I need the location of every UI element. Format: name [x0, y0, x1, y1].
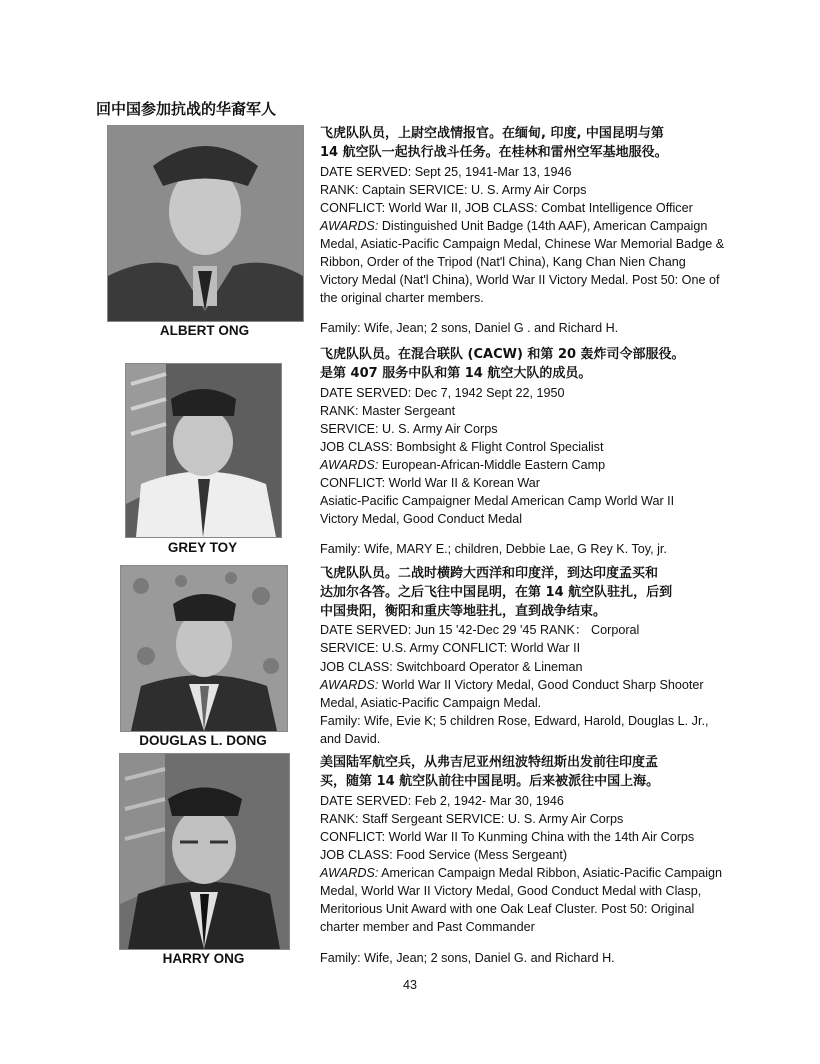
biography-text	[320, 346, 725, 528]
awards	[320, 676, 725, 712]
conflict-job: CONFLICT: World War II, JOB CLASS: Combat Intelligence Officer	[320, 200, 693, 215]
chinese-summary-line: 飞虎队队员，上尉空战情报官。在缅甸, 印度, 中国昆明与第	[320, 126, 664, 141]
family-line: Family: Wife, Evie K; 5 children Rose, Edward, Harold, Douglas L. Jr., and David.	[320, 713, 709, 746]
family-line: Family: Wife, MARY E.; children, Debbie Lae, G Rey K. Toy, jr.	[320, 542, 667, 556]
portrait-photo	[125, 363, 282, 538]
job-class: JOB CLASS: Switchboard Operator & Lineman	[320, 659, 583, 674]
date-served-rank: DATE SERVED: Jun 15 '42-Dec 29 '45 RANK： Corporal	[320, 623, 640, 638]
awards-label: AWARDS:	[320, 457, 379, 472]
portrait-photo	[120, 565, 288, 732]
awards-text: European-African-Middle Eastern Camp	[378, 457, 606, 472]
job-class: JOB CLASS: Bombsight & Flight Control Specialist	[320, 439, 604, 454]
chinese-summary-line: 中国贵阳，衡阳和重庆等地驻扎，直到战争结束。	[320, 603, 607, 619]
conflict: CONFLICT: World War II To Kunming China with the 14th Air Corps	[320, 829, 695, 844]
chinese-summary-line: 是第 407 服务中队和第 14 航空大队的成员。	[320, 365, 592, 381]
family-line: Family: Wife, Jean; 2 sons, Daniel G. and Richard H.	[320, 951, 615, 965]
page-heading: 回中国参加抗战的华裔军人	[96, 100, 277, 118]
awards-label: AWARDS:	[320, 677, 379, 692]
awards-label: AWARDS:	[320, 218, 379, 233]
awards-label: AWARDS:	[320, 865, 379, 880]
awards	[320, 217, 725, 307]
rank: RANK: Master Sergeant	[320, 403, 456, 418]
chinese-summary-line: 美国陆军航空兵，从弗吉尼亚州纽波特纽斯出发前往印度孟	[320, 755, 659, 770]
awards-text: Distinguished Unit Badge (14th AAF), American Campaign Medal, Asiatic-Pacific Campaign Medal, Chinese War Memorial Badge & Ribbon, Order of the Tripod (Nat'l China), Kang Chan Nien Chang Victory Medal (Nat'l China), World War II Victory Medal. Post 50: One of the original charter members.	[320, 218, 725, 306]
chinese-summary-line: 飞虎队队员。在混合联队 (CACW) 和第 20 轰炸司令部服役。	[320, 347, 685, 362]
awards-continued: Victory Medal, Good Conduct Medal	[320, 512, 523, 527]
date-served: DATE SERVED: Sept 25, 1941-Mar 13, 1946	[320, 164, 572, 179]
portrait-photo	[107, 125, 304, 322]
chinese-summary-line: 14 航空队一起执行战斗任务。在桂林和雷州空军基地服役。	[320, 144, 668, 160]
family-line: Family: Wife, Jean; 2 sons, Daniel G . and Richard H.	[320, 321, 619, 335]
page-number: 43	[402, 978, 417, 992]
rank-service: RANK: Captain SERVICE: U. S. Army Air Corps	[320, 182, 587, 197]
portrait-image-icon	[126, 364, 281, 537]
rank-service: RANK: Staff Sergeant SERVICE: U. S. Army Air Corps	[320, 811, 624, 826]
date-served: DATE SERVED: Feb 2, 1942- Mar 30, 1946	[320, 793, 564, 808]
person-name: GREY TOY	[167, 540, 238, 555]
chinese-summary-line: 买，随第 14 航空队前往中国昆明。后来被派往中国上海。	[320, 773, 660, 789]
chinese-summary-line: 飞虎队队员。二战时横跨大西洋和印度洋，到达印度孟买和	[320, 566, 659, 581]
biography-text	[320, 754, 725, 936]
service: SERVICE: U. S. Army Air Corps	[320, 421, 498, 436]
portrait-image-icon	[121, 566, 287, 731]
chinese-summary-line: 达加尔各答。之后飞往中国昆明，在第 14 航空队驻扎，后到	[320, 584, 673, 600]
portrait-image-icon	[108, 126, 303, 321]
portrait-image-icon	[120, 754, 289, 949]
portrait-photo	[119, 753, 290, 950]
biography-text	[320, 565, 725, 748]
awards-text: American Campaign Medal Ribbon, Asiatic-Pacific Campaign Medal, World War II Victory Medal, Good Conduct Medal with Clasp, Meritorious Unit Award with one Oak Leaf Cluster. Post 50: Original charter member and Past Commander	[320, 865, 723, 935]
person-name: ALBERT ONG	[159, 323, 250, 338]
conflict: CONFLICT: World War II & Korean War	[320, 476, 540, 491]
awards-text: World War II Victory Medal, Good Conduct Sharp Shooter Medal, Asiatic-Pacific Campaign Medal.	[320, 677, 704, 710]
date-served: DATE SERVED: Dec 7, 1942 Sept 22, 1950	[320, 385, 565, 400]
person-name: DOUGLAS L. DONG	[139, 733, 267, 748]
awards	[320, 864, 725, 936]
person-name: HARRY ONG	[162, 951, 245, 966]
biography-text	[320, 125, 725, 307]
service-conflict: SERVICE: U.S. Army CONFLICT: World War II	[320, 641, 581, 656]
awards	[320, 456, 725, 474]
awards-continued: Asiatic-Pacific Campaigner Medal American Camp World War II	[320, 494, 675, 509]
job-class: JOB CLASS: Food Service (Mess Sergeant)	[320, 847, 568, 862]
